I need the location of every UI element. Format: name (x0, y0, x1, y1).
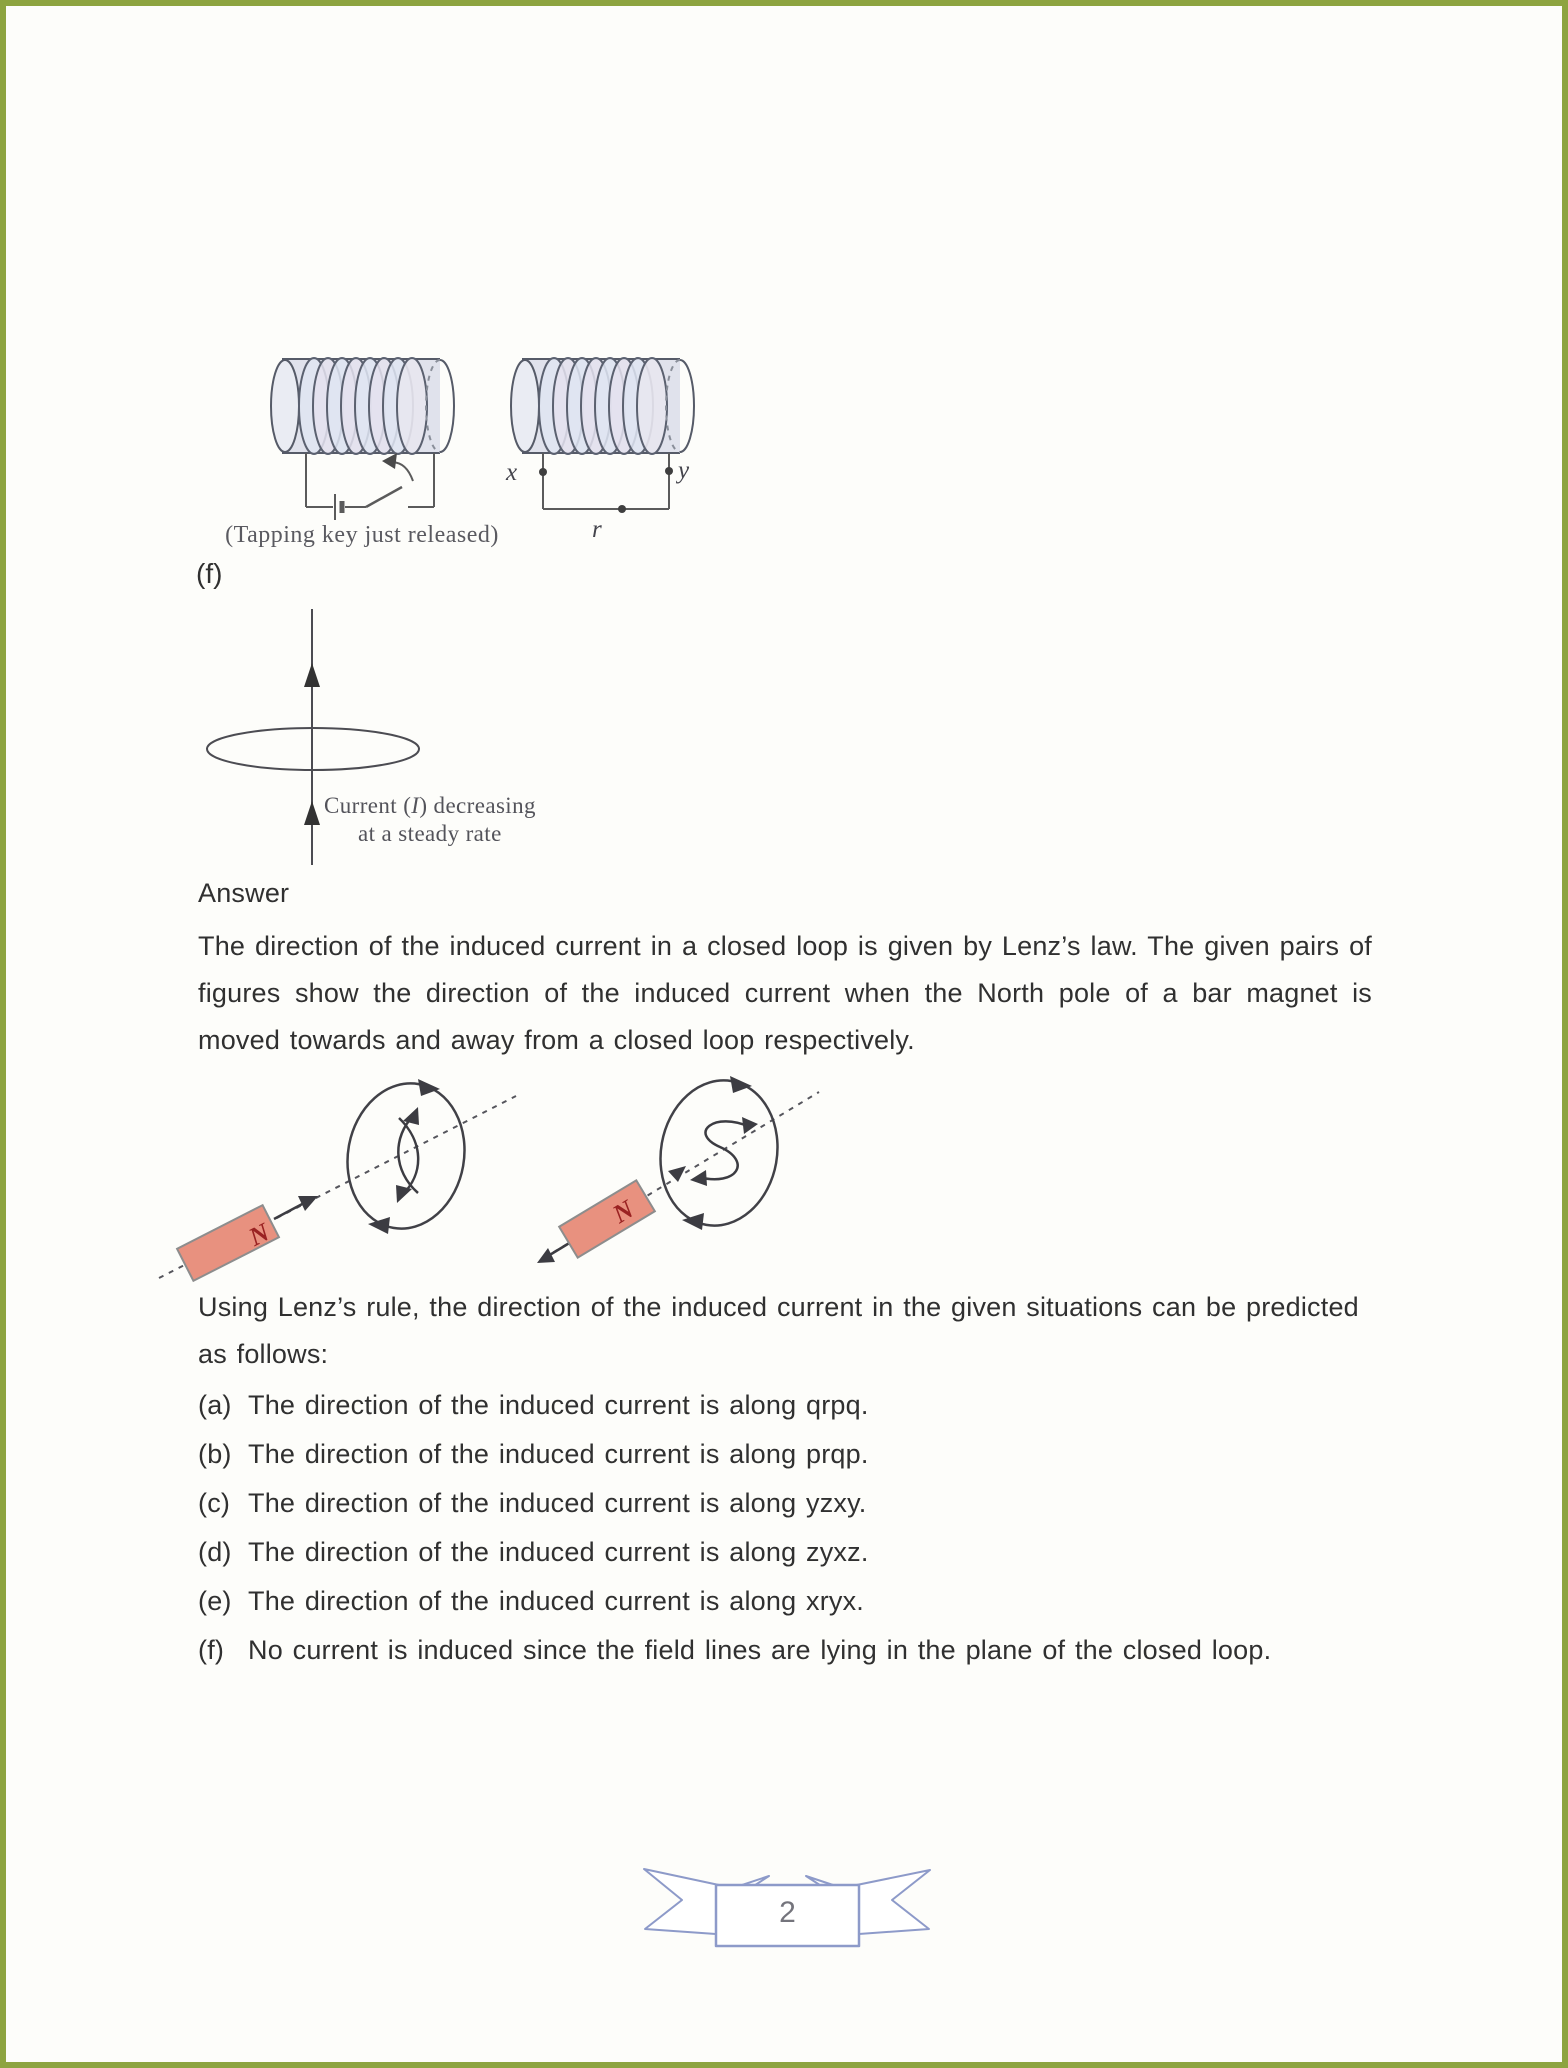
answer-item-list (198, 1381, 1388, 1675)
item-text: No current is induced since the field lines are lying in the plane of the closed loop. (248, 1635, 1272, 1665)
caption-pre: Current ( (324, 793, 412, 818)
figure-f-label: (f) (196, 558, 223, 589)
tapping-key-caption: (Tapping key just released) (225, 522, 499, 548)
answer-item (198, 1430, 1388, 1479)
left-coil (271, 358, 454, 454)
page-number: 2 (779, 1896, 796, 1929)
item-label: (a) (198, 1390, 232, 1420)
right-coil (511, 358, 694, 454)
item-text: The direction of the induced current is along qrpq. (248, 1390, 869, 1420)
up-arrow-icon (304, 663, 320, 687)
right-magnet-north-label: N (607, 1194, 639, 1229)
item-label: (f) (198, 1635, 225, 1665)
terminal-y-label: y (678, 457, 690, 484)
caption-current-symbol: I (411, 793, 420, 818)
magnet-towards-loop (159, 1074, 516, 1281)
answer-item (198, 1528, 1388, 1577)
xy-loop-circuit (539, 453, 673, 513)
answer-heading: Answer (198, 878, 290, 908)
answer-item (198, 1479, 1388, 1528)
magnet-away-from-loop (537, 1071, 819, 1263)
item-label: (d) (198, 1537, 232, 1567)
item-label: (c) (198, 1488, 231, 1518)
answer-paragraph: The direction of the induced current in a closed loop is given by Lenz’s law. The given pairs of figures show the direction of the induced current when the North pole of a bar magnet is moved towards and away from a closed loop respectively. (198, 931, 1372, 1055)
item-text: The direction of the induced current is along yzxy. (248, 1488, 867, 1518)
answer-item (198, 1381, 1388, 1430)
item-text: The direction of the induced current is along xryx. (248, 1586, 865, 1616)
item-text: The direction of the induced current is along zyxz. (248, 1537, 869, 1567)
terminal-x-label: x (506, 459, 518, 486)
answer-item (198, 1577, 1388, 1626)
answer-item (198, 1626, 1388, 1675)
current-caption-line1 (324, 793, 536, 819)
item-label: (e) (198, 1586, 232, 1616)
terminal-r-label: r (592, 516, 602, 543)
lenz-law-figure (146, 1061, 836, 1309)
answer-intro: Using Lenz’s rule, the direction of the induced current in the given situations can be predicted as follows: (198, 1292, 1359, 1369)
tapping-key-circuit (306, 453, 434, 520)
left-magnet-north-label: N (244, 1217, 275, 1252)
item-text: The direction of the induced current is along prqp. (248, 1439, 869, 1469)
item-label: (b) (198, 1439, 232, 1469)
caption-post: ) decreasing (419, 793, 536, 818)
current-caption-line2: at a steady rate (358, 821, 502, 846)
up-arrow-icon (304, 801, 320, 825)
